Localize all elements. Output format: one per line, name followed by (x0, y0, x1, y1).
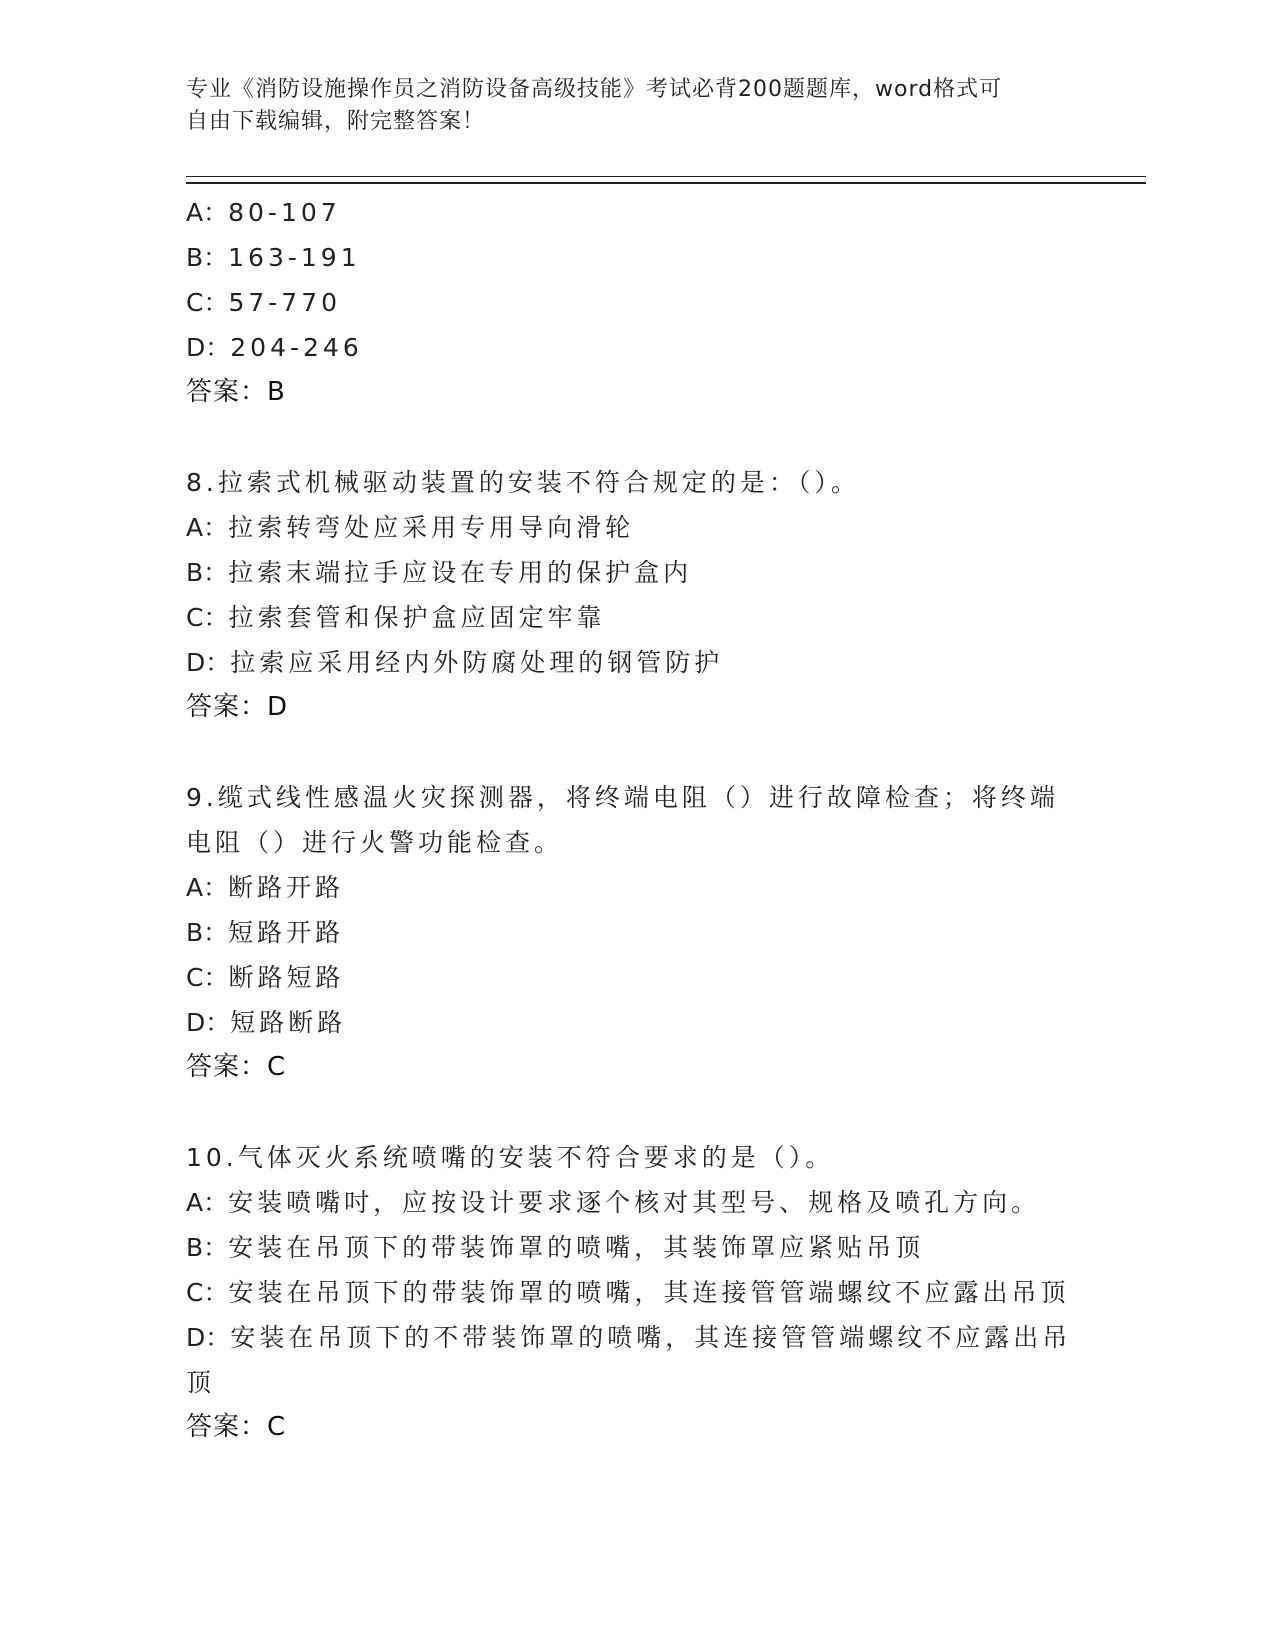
question-7 (186, 190, 1086, 415)
option-d-continuation: 顶 (186, 1368, 216, 1397)
option-a: A：断路开路 (186, 873, 345, 902)
option-b: B：短路开路 (186, 918, 345, 947)
document-header (186, 74, 1066, 138)
question-9 (186, 775, 1086, 1090)
header-title-line-2: 自由下载编辑，附完整答案！ (186, 109, 486, 134)
option-b: B：拉索末端拉手应设在专用的保护盒内 (186, 558, 693, 587)
option-b: B：163-191 (186, 243, 361, 272)
question-stem-line-1: 9.缆式线性感温火灾探测器，将终端电阻（）进行故障检查；将终端 (186, 783, 1059, 812)
header-divider-thick (186, 182, 1146, 184)
answer-line: 答案：B (186, 377, 286, 407)
question-10 (186, 1135, 1086, 1450)
option-d: D：短路断路 (186, 1008, 347, 1037)
option-c: C：断路短路 (186, 963, 345, 992)
option-d: D：安装在吊顶下的不带装饰罩的喷嘴，其连接管管端螺纹不应露出吊 (186, 1323, 1072, 1352)
header-divider-thin (186, 176, 1146, 177)
question-stem: 10.气体灭火系统喷嘴的安装不符合要求的是（）。 (186, 1143, 835, 1172)
question-8 (186, 460, 1086, 730)
option-d: D：拉索应采用经内外防腐处理的钢管防护 (186, 648, 724, 677)
question-stem-line-2: 电阻（）进行火警功能检查。 (186, 828, 564, 857)
question-list (186, 190, 1086, 1450)
option-a: A：安装喷嘴吋，应按设计要求逐个核对其型号、规格及喷孔方向。 (186, 1188, 1041, 1217)
header-title-line-1: 专业《消防设施操作员之消防设备高级技能》考试必背200题题库，word格式可 (186, 77, 1003, 102)
option-c: C：拉索套管和保护盒应固定牢靠 (186, 603, 606, 632)
option-a: A：拉索转弯处应采用专用导向滑轮 (186, 513, 635, 542)
question-stem: 8.拉索式机械驱动装置的安装不符合规定的是：（）。 (186, 468, 860, 497)
answer-line: 答案：C (186, 1052, 287, 1082)
option-b: B：安装在吊顶下的带装饰罩的喷嘴，其装饰罩应紧贴吊顶 (186, 1233, 925, 1262)
option-d: D：204-246 (186, 333, 363, 362)
option-a: A：80-107 (186, 198, 341, 227)
option-c: C：57-770 (186, 288, 342, 317)
answer-line: 答案：C (186, 1412, 287, 1442)
answer-line: 答案：D (186, 692, 289, 722)
option-c: C：安装在吊顶下的带装饰罩的喷嘴，其连接管管端螺纹不应露出吊顶 (186, 1278, 1070, 1307)
